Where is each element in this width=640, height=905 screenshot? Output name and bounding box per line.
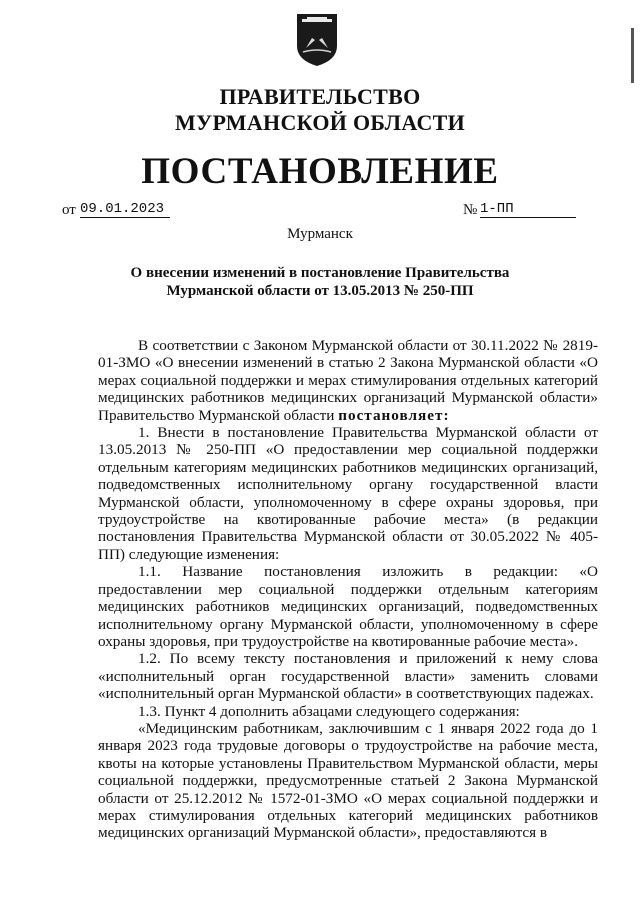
resolves-keyword: постановляет: — [338, 406, 450, 424]
coat-of-arms-icon — [293, 10, 341, 68]
number-label: № — [463, 202, 478, 218]
date-label: от — [62, 202, 76, 218]
quoted-paragraph: «Медицинским работникам, заключившим с 1 января 2022 года до 1 января 2023 года трудовые договоры о трудоустройстве на рабочие места, квоты на которые установлены Правительством Мурманской области, меры социальной поддержки, предусмотренные статьей 2 Закона Мурманской области от 25.12.2012 № 1572-01-ЗМО «О мерах социальной поддержки и мерах стимулирования отдельных категорий медицинских работников медицинских организаций Мурманской области», предоставляются в — [98, 719, 598, 842]
preamble-paragraph — [98, 337, 598, 424]
subject-line2: Мурманской области от 13.05.2013 № 250-ПП — [166, 283, 474, 299]
number-value: 1-ПП — [480, 201, 576, 218]
org-name-line1: ПРАВИТЕЛЬСТВО — [219, 84, 421, 109]
subject-line1: О внесении изменений в постановление Правительства — [130, 265, 510, 281]
date-value: 09.01.2023 — [80, 201, 170, 218]
document-type: ПОСТАНОВЛЕНИЕ — [141, 151, 499, 192]
document-subject — [120, 264, 520, 300]
item-1-3: 1.3. Пункт 4 дополнить абзацами следующего содержания: — [138, 702, 520, 720]
scan-edge-mark — [631, 28, 634, 83]
item-1-2: 1.2. По всему тексту постановления и приложений к нему слова «исполнительный орган государственной власти» заменить словами «исполнительный орган Мурманской области» в соответствующих падежах. — [98, 650, 598, 703]
item-1: 1. Внести в постановление Правительства Мурманской области от 13.05.2013 № 250-ПП «О предоставлении мер социальной поддержки отдельным категориям медицинских работников медицинских организаций, подведомственных исполнительному органу государственной власти Мурманской области, уполномоченному в сфере охраны здоровья, при трудоустройстве на квотированные рабочие места» (в редакции постановления Правительства Мурманской области от 30.05.2022 № 405-ПП) следующие изменения: — [98, 424, 598, 563]
item-1-1: 1.1. Название постановления изложить в редакции: «О предоставлении мер социальной поддержки отдельным категориям медицинских работников медицинских организаций, подведомственных исполнительному органу Мурманской области, уполномоченному в сфере охраны здоровья, при трудоустройстве на квотированные рабочие места». — [98, 563, 598, 650]
city-name: Мурманск — [287, 226, 353, 242]
document-body — [98, 337, 598, 842]
preamble-text: В соответствии с Законом Мурманской области от 30.11.2022 № 2819-01-ЗМО «О внесении изменений в статью 2 Закона Мурманской области «О мерах социальной поддержки и мерах стимулирования отдельных категорий медицинских работников медицинских организаций Мурманской области» Правительство Мурманской области — [98, 337, 598, 424]
org-name-line2: МУРМАНСКОЙ ОБЛАСТИ — [174, 110, 466, 135]
